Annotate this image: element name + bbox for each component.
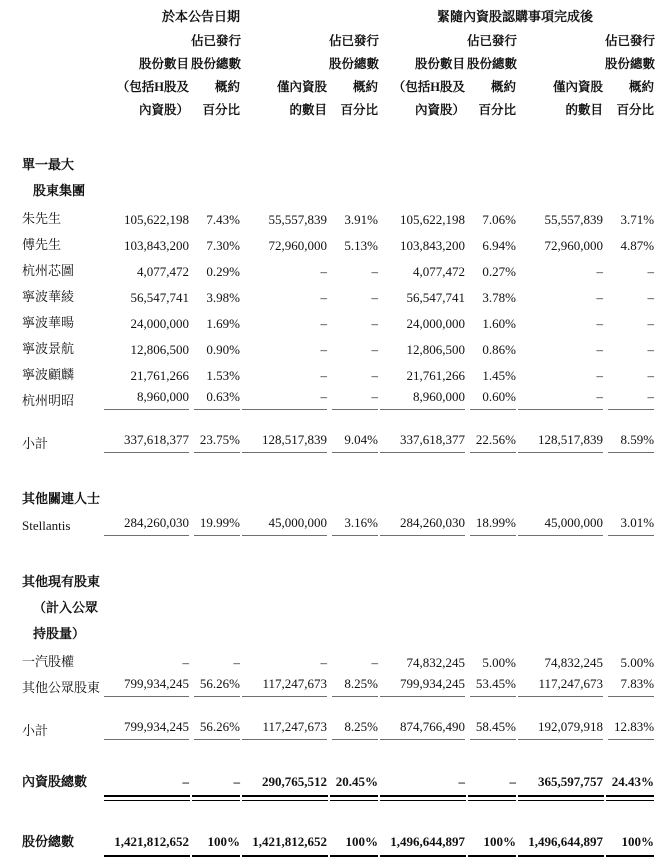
data-row	[6, 386, 654, 413]
table-body	[6, 122, 654, 858]
cell-value: 19.99%	[189, 512, 240, 539]
total-row	[6, 829, 654, 858]
cell-value: 337,618,377	[378, 429, 465, 456]
single-rule	[518, 739, 603, 740]
column-header-line: 百分比	[478, 103, 517, 117]
section-label-line: 其他現有股東	[22, 574, 101, 589]
cell-value: 7.83%	[603, 673, 654, 700]
cell-value: 12.83%	[603, 716, 654, 743]
column-header-line: 內資股）	[415, 103, 466, 117]
row-label: 傅先生	[22, 236, 62, 252]
cell-value: 0.60%	[465, 386, 516, 413]
cell-value: 5.00%	[482, 655, 517, 670]
column-header-line: 股份數目	[138, 57, 189, 71]
cell-value: –	[320, 655, 327, 670]
column-header-4	[327, 30, 378, 122]
single-rule	[608, 535, 654, 536]
single-rule	[194, 409, 240, 410]
cell-value: 55,557,839	[544, 212, 604, 227]
single-rule	[242, 535, 327, 536]
data-row	[6, 230, 654, 256]
cell-value: –	[182, 655, 189, 670]
group-header-as-at-announcement-date: 於本公告日期	[162, 9, 241, 24]
single-rule	[242, 452, 327, 453]
double-rule	[380, 795, 466, 801]
spacer-row	[6, 539, 654, 569]
single-rule	[608, 696, 654, 697]
section-label-line: 其他關連人士	[22, 491, 101, 506]
cell-value: 0.27%	[482, 264, 517, 279]
column-header-line: （包括H股及	[392, 80, 466, 94]
single-rule	[104, 739, 189, 740]
column-header-line: （包括H股及	[116, 80, 189, 94]
cell-value: 284,260,030	[378, 512, 465, 539]
row-label: 內資股總數	[22, 774, 88, 789]
single-rule	[242, 696, 327, 697]
cell-value: 1,496,644,897	[516, 829, 603, 858]
single-rule	[332, 452, 378, 453]
cell-value: –	[647, 316, 655, 331]
column-header-6	[465, 30, 516, 122]
data-row	[6, 673, 654, 700]
data-row	[6, 256, 654, 282]
cell-value: 290,765,512	[240, 769, 327, 803]
single-rule	[380, 696, 465, 697]
cell-value: 0.63%	[189, 386, 240, 413]
single-rule	[104, 452, 189, 453]
cell-value: 5.00%	[620, 655, 655, 670]
column-header-line: 的數目	[289, 103, 327, 117]
double-rule	[104, 795, 190, 801]
row-label: Stellantis	[22, 517, 71, 533]
single-rule	[104, 535, 189, 536]
cell-value: 3.91%	[344, 212, 379, 227]
column-header-line: 股份總數	[191, 57, 242, 71]
cell-value: –	[320, 342, 327, 357]
column-header-line: 概約	[629, 80, 655, 94]
spacer-row	[6, 456, 654, 486]
cell-value: –	[647, 368, 655, 383]
cell-value: 74,832,245	[544, 655, 604, 670]
column-header-line: 股份總數	[605, 57, 656, 71]
cell-value: 3.71%	[620, 212, 655, 227]
double-rule	[606, 795, 654, 801]
cell-value: 72,960,000	[268, 238, 327, 253]
column-header-line: 佔已發行	[605, 34, 656, 48]
cell-value: 12,806,500	[406, 342, 466, 357]
column-header-1	[102, 30, 189, 122]
cell-value: 56,547,741	[130, 290, 189, 305]
cell-value: 100%	[603, 829, 654, 858]
section-label-line: 單一最大	[22, 157, 75, 172]
column-header-2	[189, 30, 240, 122]
cell-value: –	[371, 316, 379, 331]
spacer-row	[6, 122, 654, 152]
row-label: 一汽股權	[22, 653, 75, 669]
cell-value: –	[596, 264, 604, 279]
data-row	[6, 308, 654, 334]
cell-value: 4,077,472	[413, 264, 466, 279]
cell-value: 56.26%	[189, 716, 240, 743]
single-rule	[608, 739, 654, 740]
data-row	[6, 360, 654, 386]
group-header-row	[6, 6, 654, 30]
single-rule	[470, 535, 516, 536]
column-header-line: 內資股）	[138, 103, 189, 117]
cell-value: 21,761,266	[406, 368, 466, 383]
column-header-line: 概約	[491, 80, 517, 94]
table-header	[6, 6, 654, 122]
cell-value: 100%	[327, 829, 378, 858]
cell-value: 1.60%	[482, 316, 517, 331]
data-row	[6, 647, 654, 673]
cell-value: 7.30%	[206, 238, 240, 253]
column-header-line: 僅內資股	[553, 80, 604, 94]
row-label: 其他公眾股東	[22, 680, 101, 695]
column-header-line: 百分比	[202, 103, 240, 117]
cell-value: 20.45%	[327, 769, 378, 803]
spacer-row	[6, 803, 654, 829]
double-rule	[330, 795, 378, 801]
row-label: 股份總數	[22, 834, 75, 849]
group-header-after-subscription-completion: 緊隨內資股認購事項完成後	[437, 9, 594, 24]
section-header-row	[6, 569, 654, 647]
column-header-line: 概約	[214, 80, 240, 94]
single-rule	[380, 452, 465, 453]
subtotal-row	[6, 716, 654, 743]
row-label: 小計	[22, 436, 49, 451]
spacer-row	[6, 413, 654, 429]
row-label: 寧波顧麟	[22, 366, 75, 382]
spacer-cell	[6, 122, 654, 152]
spacer-cell	[6, 413, 654, 429]
single-rule	[104, 409, 189, 410]
cell-value: 284,260,030	[102, 512, 189, 539]
column-header-label-spacer	[6, 30, 102, 122]
section-label	[6, 486, 654, 512]
cell-value: –	[516, 386, 603, 413]
cell-value: 337,618,377	[102, 429, 189, 456]
section-header-row	[6, 152, 654, 204]
column-header-line: 佔已發行	[467, 34, 518, 48]
spacer-cell	[6, 700, 654, 716]
single-rule	[380, 409, 465, 410]
single-rule	[242, 739, 327, 740]
cell-value: –	[647, 290, 655, 305]
single-rule	[332, 409, 378, 410]
single-rule	[470, 452, 516, 453]
single-rule	[194, 535, 240, 536]
cell-value: 0.86%	[482, 342, 517, 357]
cell-value: –	[603, 386, 654, 413]
cell-value: –	[320, 316, 327, 331]
cell-value: 7.06%	[482, 212, 517, 227]
cell-value: 8,960,000	[378, 386, 465, 413]
cell-value: 72,960,000	[544, 238, 604, 253]
cell-value: 365,597,757	[516, 769, 603, 803]
cell-value: 3.16%	[327, 512, 378, 539]
spacer-cell	[6, 456, 654, 486]
cell-value: 1.53%	[206, 368, 240, 383]
single-rule	[332, 696, 378, 697]
cell-value: 3.98%	[206, 290, 240, 305]
single-rule	[104, 696, 189, 697]
cell-value: 18.99%	[465, 512, 516, 539]
single-rule	[518, 409, 603, 410]
column-header-line: 概約	[353, 80, 379, 94]
cell-value: 9.04%	[327, 429, 378, 456]
cell-value: 799,934,245	[102, 716, 189, 743]
double-rule	[518, 795, 604, 801]
cell-value: –	[596, 316, 604, 331]
row-label: 寧波華綾	[22, 288, 75, 304]
cell-value: –	[320, 264, 327, 279]
column-header-line: 佔已發行	[191, 34, 242, 48]
cell-value: 53.45%	[465, 673, 516, 700]
column-header-3	[240, 30, 327, 122]
cell-value: 8.25%	[327, 673, 378, 700]
cell-value: –	[596, 368, 604, 383]
cell-value: –	[647, 342, 655, 357]
group-header-spacer	[6, 6, 102, 30]
section-label-line: 股東集團	[33, 183, 86, 198]
row-label: 寧波景航	[22, 340, 75, 356]
cell-value: 1,421,812,652	[102, 829, 189, 858]
spacer-cell	[6, 803, 654, 829]
cell-value: 105,622,198	[400, 212, 466, 227]
column-header-line: 百分比	[340, 103, 379, 117]
cell-value: 45,000,000	[516, 512, 603, 539]
cell-value: 100%	[189, 829, 240, 858]
single-rule	[608, 409, 654, 410]
single-rule	[242, 409, 327, 410]
spacer-cell	[6, 743, 654, 769]
cell-value: –	[596, 290, 604, 305]
double-rule	[192, 795, 240, 801]
data-row	[6, 282, 654, 308]
row-label: 杭州芯圖	[22, 262, 75, 278]
cell-value: 1.45%	[482, 368, 517, 383]
cell-value: –	[596, 342, 604, 357]
cell-value: 117,247,673	[240, 716, 327, 743]
single-rule	[194, 452, 240, 453]
cell-value: –	[102, 769, 189, 803]
cell-value: 0.90%	[206, 342, 240, 357]
cell-value: –	[240, 386, 327, 413]
cell-value: –	[371, 342, 379, 357]
cell-value: 3.78%	[482, 290, 517, 305]
cell-value: 1,496,644,897	[378, 829, 465, 858]
cell-value: –	[327, 386, 378, 413]
cell-value: 8.59%	[603, 429, 654, 456]
cell-value: 5.13%	[344, 238, 379, 253]
cell-value: 58.45%	[465, 716, 516, 743]
spacer-row	[6, 700, 654, 716]
cell-value: 799,934,245	[378, 673, 465, 700]
row-label: 寧波華暘	[22, 314, 75, 330]
cell-value: 117,247,673	[240, 673, 327, 700]
cell-value: 55,557,839	[268, 212, 327, 227]
double-rule	[242, 795, 328, 801]
column-header-line: 股份總數	[467, 57, 518, 71]
single-rule	[380, 535, 465, 536]
single-rule	[608, 452, 654, 453]
single-rule	[518, 452, 603, 453]
section-label-line: 持股量）	[33, 626, 86, 641]
cell-value: –	[371, 655, 379, 670]
cell-value: 22.56%	[465, 429, 516, 456]
cell-value: 24,000,000	[406, 316, 466, 331]
cell-value: 7.43%	[206, 212, 240, 227]
column-header-line: 僅內資股	[276, 80, 327, 94]
cell-value: 103,843,200	[400, 238, 466, 253]
cell-value: –	[371, 368, 379, 383]
spacer-cell	[6, 539, 654, 569]
cell-value: 24,000,000	[130, 316, 189, 331]
cell-value: 4,077,472	[137, 264, 189, 279]
cell-value: –	[647, 264, 655, 279]
cell-value: –	[320, 368, 327, 383]
row-label: 杭州明昭	[22, 393, 75, 408]
cell-value: –	[320, 290, 327, 305]
subtotal-row	[6, 429, 654, 456]
cell-value: 0.29%	[206, 264, 240, 279]
cell-value: 56.26%	[189, 673, 240, 700]
section-label-line: （計入公眾	[33, 600, 99, 615]
column-header-8	[603, 30, 654, 122]
spacer-row	[6, 743, 654, 769]
cell-value: 799,934,245	[102, 673, 189, 700]
single-rule	[470, 696, 516, 697]
cell-value: 3.01%	[603, 512, 654, 539]
cell-value: –	[233, 655, 240, 670]
section-header-row	[6, 486, 654, 512]
cell-value: 128,517,839	[516, 429, 603, 456]
cell-value: 105,622,198	[124, 212, 189, 227]
cell-value: 8,960,000	[102, 386, 189, 413]
section-label	[6, 152, 654, 204]
cell-value: 1.69%	[206, 316, 240, 331]
shareholding-table	[6, 6, 654, 858]
cell-value: 128,517,839	[240, 429, 327, 456]
total-row	[6, 769, 654, 803]
cell-value: 24.43%	[603, 769, 654, 803]
data-row	[6, 512, 654, 539]
column-header-line: 佔已發行	[329, 34, 380, 48]
column-header-row	[6, 30, 654, 122]
cell-value: –	[371, 264, 379, 279]
cell-value: 6.94%	[482, 238, 517, 253]
single-rule	[470, 739, 516, 740]
cell-value: 874,766,490	[378, 716, 465, 743]
cell-value: 74,832,245	[406, 655, 466, 670]
row-label: 朱先生	[22, 210, 62, 226]
column-header-line: 股份數目	[415, 57, 466, 71]
column-header-line: 的數目	[565, 103, 604, 117]
cell-value: 45,000,000	[240, 512, 327, 539]
cell-value: 8.25%	[327, 716, 378, 743]
column-header-7	[516, 30, 603, 122]
single-rule	[518, 696, 603, 697]
cell-value: 21,761,266	[130, 368, 189, 383]
cell-value: –	[378, 769, 465, 803]
single-rule	[194, 739, 240, 740]
column-header-line: 百分比	[616, 103, 655, 117]
single-rule	[518, 535, 603, 536]
single-rule	[470, 409, 516, 410]
cell-value: 56,547,741	[406, 290, 466, 305]
single-rule	[332, 535, 378, 536]
section-label	[6, 569, 654, 647]
cell-value: 100%	[465, 829, 516, 858]
cell-value: 1,421,812,652	[240, 829, 327, 858]
column-header-5	[378, 30, 465, 122]
data-row	[6, 334, 654, 360]
cell-value: 23.75%	[189, 429, 240, 456]
cell-value: 103,843,200	[124, 238, 189, 253]
cell-value: 12,806,500	[130, 342, 189, 357]
cell-value: 4.87%	[620, 238, 655, 253]
single-rule	[380, 739, 465, 740]
row-label: 小計	[22, 723, 49, 738]
single-rule	[332, 739, 378, 740]
cell-value: –	[465, 769, 516, 803]
cell-value: –	[189, 769, 240, 803]
cell-value: 192,079,918	[516, 716, 603, 743]
single-rule	[194, 696, 240, 697]
double-rule	[468, 795, 516, 801]
cell-value: –	[371, 290, 379, 305]
data-row	[6, 204, 654, 230]
column-header-line: 股份總數	[329, 57, 380, 71]
cell-value: 117,247,673	[516, 673, 603, 700]
